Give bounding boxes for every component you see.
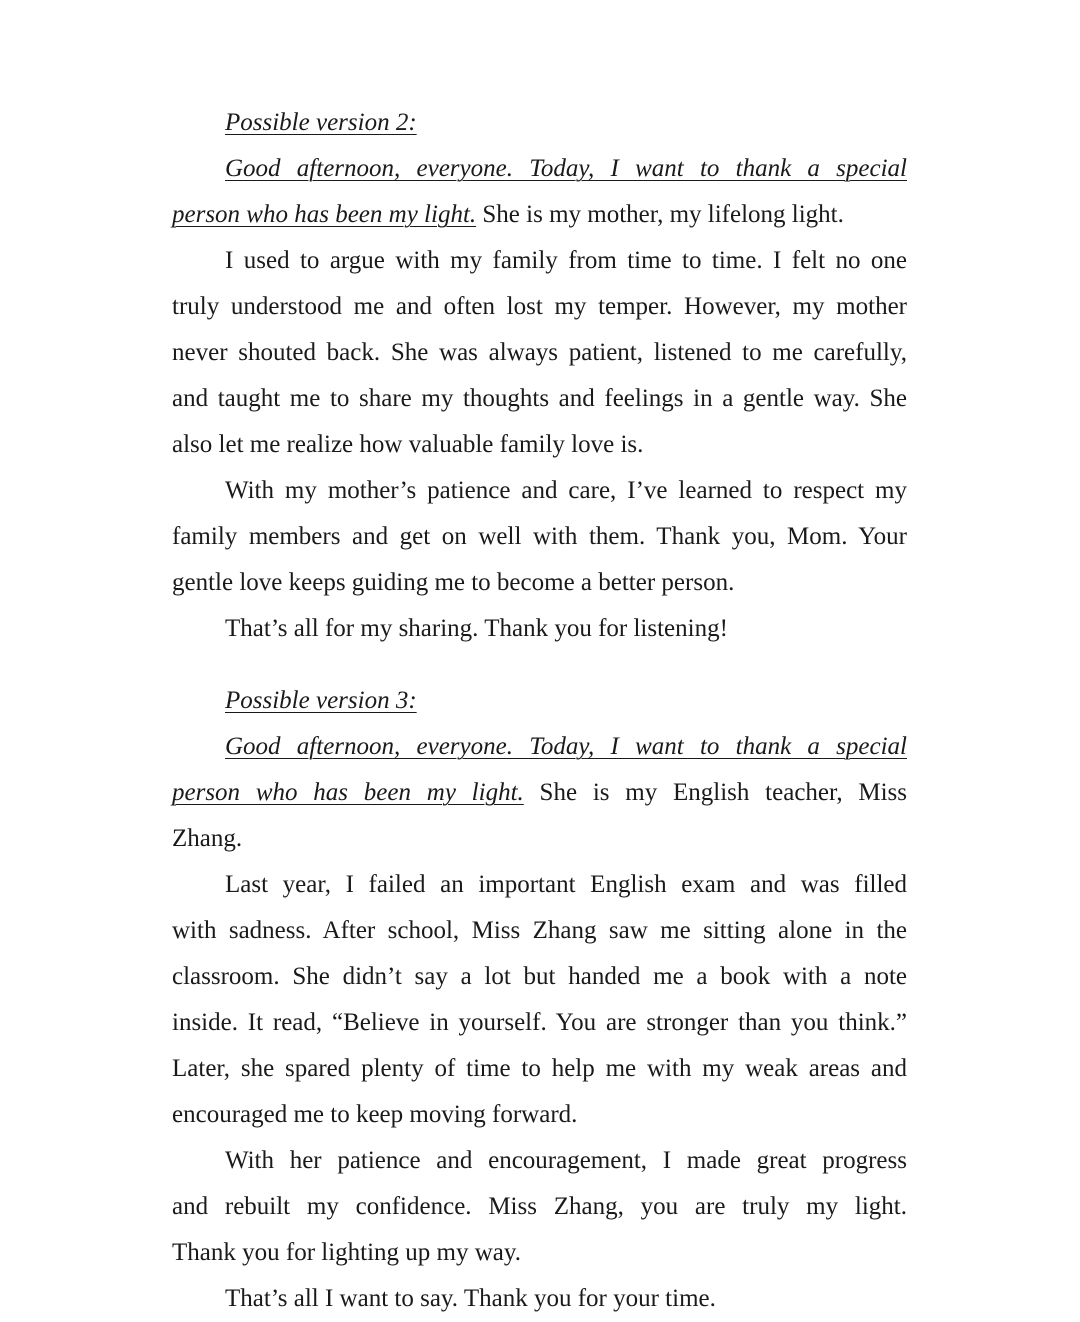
version-3-para1-line: inside. It read, “Believe in yourself. You are stronger than you think.” xyxy=(172,1009,907,1036)
version-3-opening-line-1: Good afternoon, everyone. Today, I want to thank a special xyxy=(225,733,907,760)
version-3-para1-line: with sadness. After school, Miss Zhang saw me sitting alone in the xyxy=(172,917,907,944)
document-page xyxy=(172,100,907,1322)
version-3-para1-line: Last year, I failed an important English exam and was filled xyxy=(225,871,907,898)
version-3-para1-line: encouraged me to keep moving forward. xyxy=(172,1101,578,1128)
version-2-heading: Possible version 2: xyxy=(225,109,417,136)
version-2-para1-line: I used to argue with my family from time to time. I felt no one xyxy=(225,247,907,274)
version-3-section xyxy=(172,678,907,1322)
version-2-para1-line: never shouted back. She was always patient, listened to me carefully, xyxy=(172,339,907,366)
version-2-para2-line: family members and get on well with them. Thank you, Mom. Your xyxy=(172,523,907,550)
version-2-opening-line-2: person who has been my light. She is my mother, my lifelong light. xyxy=(172,201,844,228)
section-gap xyxy=(172,652,907,678)
version-2-para2-line: With my mother’s patience and care, I’ve learned to respect my xyxy=(225,477,907,504)
version-3-para1-line: Later, she spared plenty of time to help me with my weak areas and xyxy=(172,1055,907,1082)
version-3-para2-line: Thank you for lighting up my way. xyxy=(172,1239,522,1266)
version-2-para2-line: gentle love keeps guiding me to become a better person. xyxy=(172,569,735,596)
version-3-para2-line: With her patience and encouragement, I made great progress xyxy=(225,1147,907,1174)
version-3-para1-line: classroom. She didn’t say a lot but handed me a book with a note xyxy=(172,963,907,990)
version-3-heading: Possible version 3: xyxy=(225,687,417,714)
version-2-para1-line: and taught me to share my thoughts and feelings in a gentle way. She xyxy=(172,385,907,412)
version-2-para1-line: also let me realize how valuable family love is. xyxy=(172,431,644,458)
version-3-opening-line-3: Zhang. xyxy=(172,825,243,852)
version-2-opening-line-1: Good afternoon, everyone. Today, I want to thank a special xyxy=(225,155,907,182)
version-2-section xyxy=(172,100,907,652)
version-3-closing: That’s all I want to say. Thank you for your time. xyxy=(225,1285,716,1312)
version-2-closing: That’s all for my sharing. Thank you for listening! xyxy=(225,615,728,642)
version-3-opening-line-2: person who has been my light. She is my English teacher, Miss xyxy=(172,779,907,806)
version-2-para1-line: truly understood me and often lost my temper. However, my mother xyxy=(172,293,907,320)
version-3-para2-line: and rebuilt my confidence. Miss Zhang, you are truly my light. xyxy=(172,1193,907,1220)
